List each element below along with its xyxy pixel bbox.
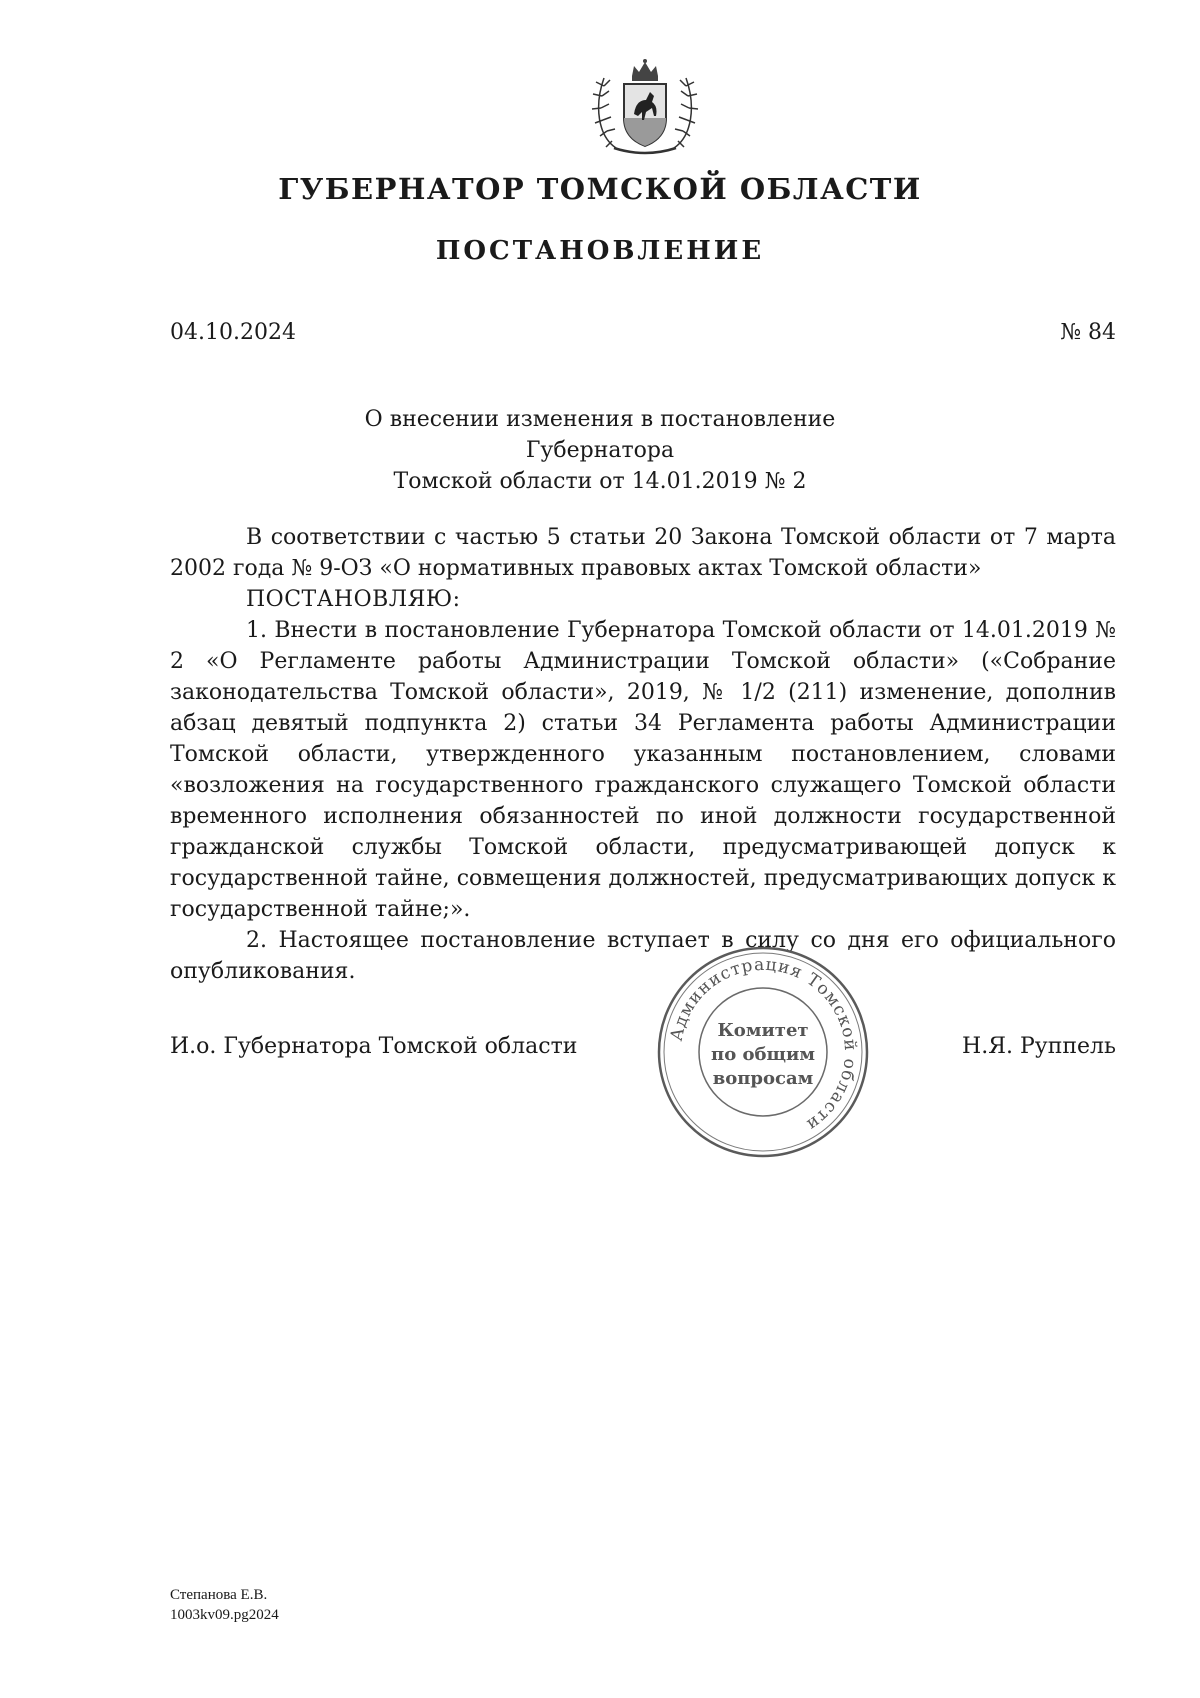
preamble-paragraph: В соответствии с частью 5 статьи 20 Закона Томской области от 7 марта 2002 года № 9-ОЗ «О нормативных правовых актах Томской области»: [170, 525, 1116, 581]
stamp-ring-text: Администрация Томской области: [666, 954, 861, 1136]
decree-word: ПОСТАНОВЛЯЮ:: [246, 587, 461, 612]
signer-name: Н.Я. Руппель: [962, 1034, 1116, 1059]
executor-footer: [170, 1585, 279, 1625]
document-number: № 84: [1060, 320, 1116, 345]
stamp-center-line-2: по общим: [711, 1044, 815, 1065]
stamp-center-line-1: Комитет: [717, 1020, 809, 1041]
item-1-paragraph: 1. Внести в постановление Губернатора Томской области от 14.01.2019 № 2 «О Регламенте работы Администрации Томской области» («Собрание законодательства Томской области», 2019, № 1/2 (211) изменение, дополнив абзац девятый подпункта 2) статьи 34 Регламента работы Администрации Томской области, утвержденного указанным постановлением, словами «возложения на государственного гражданского служащего Томской области временного исполнения обязанностей по иной должности государственной гражданской службы Томской области, предусматривающей допуск к государственной тайне, совмещения должностей, предусматривающих допуск к государственной тайне;».: [170, 618, 1116, 922]
issuer-title: ГУБЕРНАТОР ТОМСКОЙ ОБЛАСТИ: [278, 172, 922, 206]
executor-name: Степанова Е.В.: [170, 1587, 268, 1603]
subject-line-1: О внесении изменения в постановление Губернатора: [364, 407, 836, 463]
item-2-paragraph: 2. Настоящее постановление вступает в силу со дня его официального опубликования.: [170, 928, 1116, 984]
document-subject: [300, 404, 900, 497]
signer-position: И.о. Губернатора Томской области: [170, 1034, 578, 1059]
file-code: 1003kv09.pg2024: [170, 1607, 279, 1623]
stamp-center-line-3: вопросам: [712, 1068, 814, 1089]
document-date: 04.10.2024: [170, 320, 296, 345]
subject-line-2: Томской области от 14.01.2019 № 2: [393, 469, 807, 494]
document-type: ПОСТАНОВЛЕНИЕ: [435, 236, 765, 266]
document-body: [170, 522, 1116, 987]
official-stamp-icon: [655, 944, 871, 1160]
tomsk-coat-of-arms-icon: [588, 56, 702, 160]
